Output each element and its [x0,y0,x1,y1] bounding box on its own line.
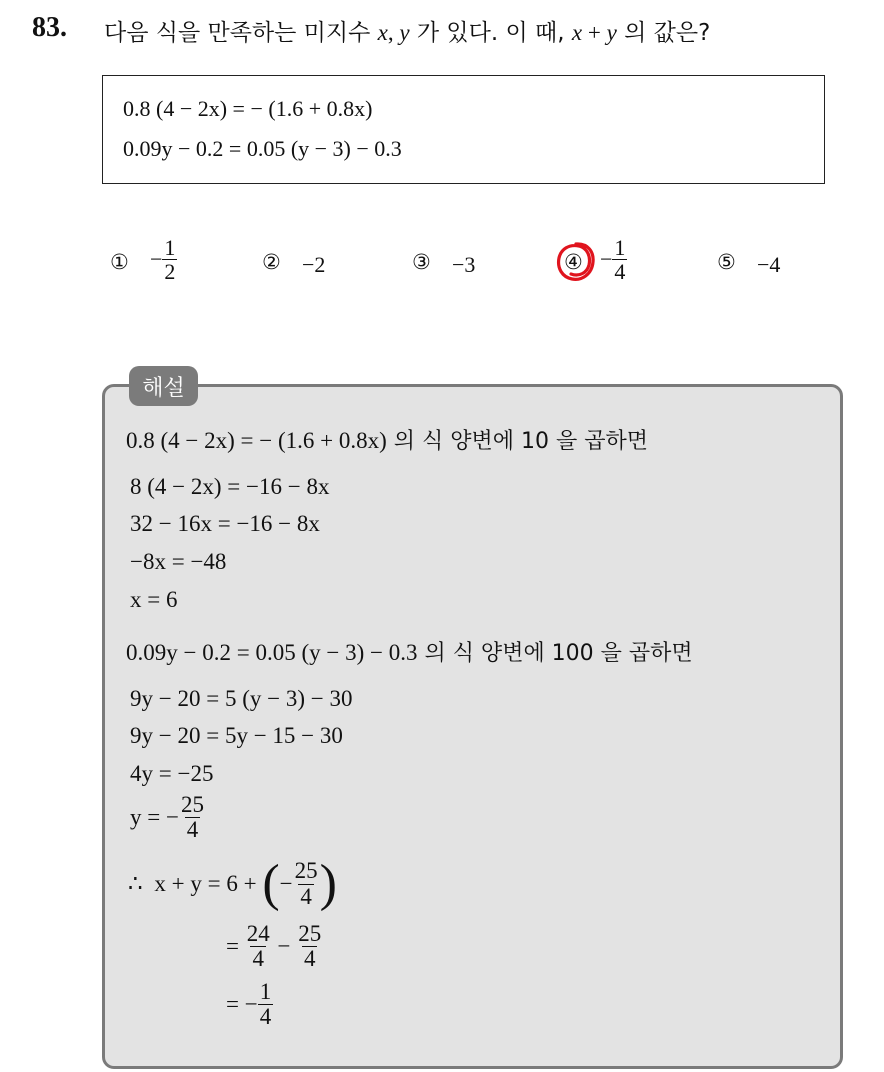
fraction: $\frac{1}{2}$ [164,235,176,285]
fraction: $\frac{25}{4}$ [180,792,204,843]
equation-box [102,75,825,184]
step-y-3: 4y = −25 [130,761,214,786]
step-x-1: 8 (4 − 2x) = −16 − 8x [130,474,330,499]
fraction: $\frac{1}{4}$ [614,235,626,285]
question-number: 83. [32,12,67,43]
equation-2: 0.09y − 0.2 = 0.05 (y − 3) − 0.3 [123,136,402,161]
fraction: $\frac{25}{4}$ [294,858,318,909]
step-y-1: 9y − 20 = 5 (y − 3) − 30 [130,686,353,711]
step-y-result: y = − $\frac{25}{4}$ [130,792,204,843]
final-line-2: = $\frac{24}{4}$ − $\frac{25}{4}$ [226,921,322,972]
final-line-3: = − $\frac{1}{4}$ [226,979,272,1030]
step-x-2: 32 − 16x = −16 − 8x [130,511,320,536]
solution-line-1: 0.8 (4 − 2x) = − (1.6 + 0.8x) 의 식 양변에 10 을 곱하면 [126,428,649,454]
solution-tag: 해설 [129,366,198,406]
solution-line-2: 0.09y − 0.2 = 0.05 (y − 3) − 0.3 의 식 양변에 100 을 곱하면 [126,640,693,666]
question-text: 다음 식을 만족하는 미지수 x, y 가 있다. 이 때, x + y 의 값은? [104,20,711,46]
equation-1: 0.8 (4 − 2x) = − (1.6 + 0.8x) [123,96,373,121]
fraction: $\frac{24}{4}$ [246,921,270,972]
step-y-2: 9y − 20 = 5y − 15 − 30 [130,723,343,748]
step-x-3: −8x = −48 [130,549,227,574]
fraction: $\frac{1}{4}$ [259,979,272,1030]
step-x-4: x = 6 [130,587,178,612]
final-line-1: ∴ x + y = 6 + (− $\frac{25}{4}$ ) [128,855,337,912]
fraction: $\frac{25}{4}$ [298,921,322,972]
